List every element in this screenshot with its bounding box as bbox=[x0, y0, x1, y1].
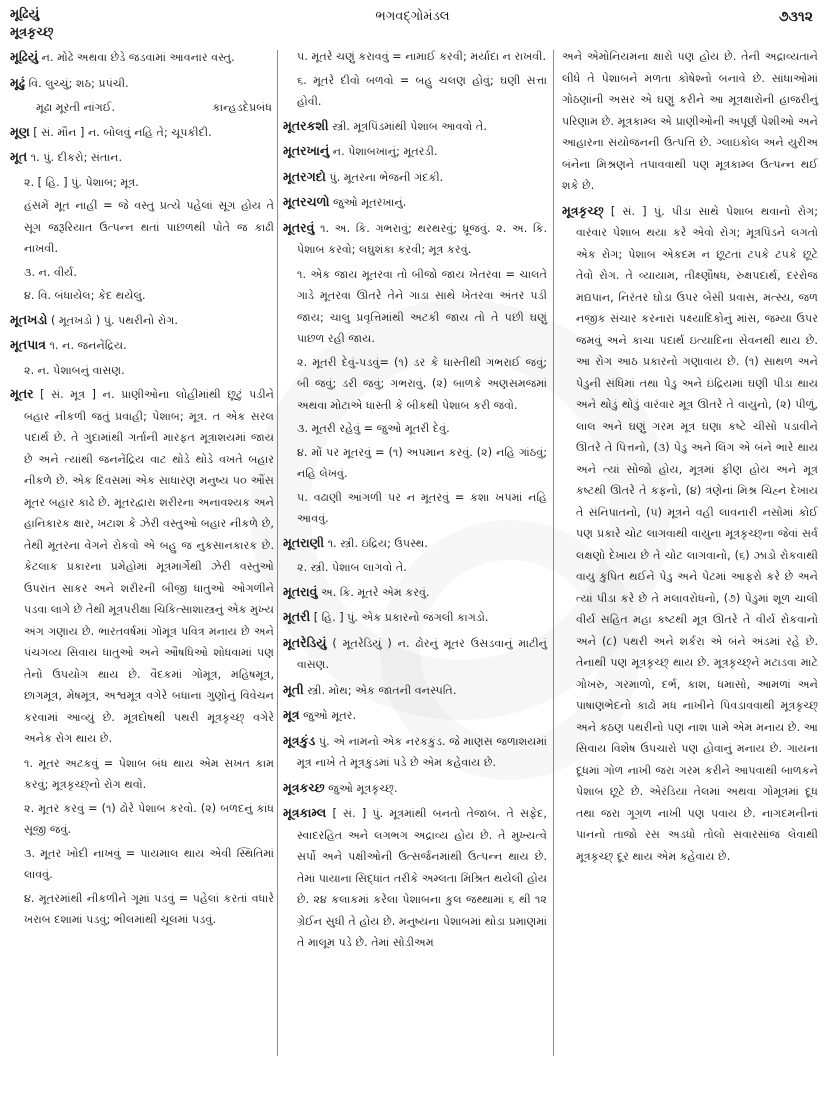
headword: મૂઢિયું bbox=[10, 49, 39, 64]
dictionary-entry bbox=[283, 802, 547, 954]
headword: મૂતરચળો bbox=[283, 194, 330, 209]
dictionary-entry bbox=[283, 679, 547, 702]
dictionary-entry bbox=[10, 46, 274, 69]
definition: અને એમોનિયમના ક્ષારો પણ હોય છે. તેની અદ્રાવ્યતાને લીધે તે પેશાબને મળતા કોષેશ્નો બનાવે છે. સાંધાઓમાં ગોઠણાંની અસર એ ઘણું કરીને આ મૂત્રક્ષારોની હાજરીનું પરિણામ છે. મૂત્રકામ્લ એ પ્રાણીઓની અપૂર્ણ પેશીઓ અને આહારના સંયોજનની ઉત્પત્તિ છે. ગ્લાઇકોલ અને યુરીઅ બંનેના મિશ્રણને તપાવવાથી પણ મૂત્રકામ્લ ઉત્પન્ન થઈ શકે છે. bbox=[562, 50, 818, 192]
definition: ૧. સ્ત્રી. ઇંદ્રિય; ઉપસ્થ. bbox=[327, 536, 428, 550]
usage-quote bbox=[10, 97, 274, 119]
headword: મૂતખડો bbox=[10, 311, 48, 327]
running-title: ભગવદ્ગોમંડલ bbox=[375, 9, 450, 24]
headword: મૂતરાણી bbox=[283, 534, 325, 550]
dictionary-entry bbox=[283, 777, 547, 800]
headword: મૂતરાવું bbox=[283, 583, 318, 599]
dictionary-entry bbox=[283, 730, 547, 774]
definition: [ સં. ] પું. મૂત્રમાંથી બનતો તેજાબ. તે સફેદ, સ્વાદરહિત અને લગભગ અદ્રાવ્ય હોય છે. તે મુખ્યત્વે સર્પો અને પક્ષીઓની ઉત્સર્જનમાંથી ઉત્પન્ન થાય છે. તેમાં પાયાના સિદ્ધાંત તરીકે અમ્લતા મિશ્રિત થયેલી હોય છે. ૨૪ કલાકમાં કરેલા પેશાબના કુલ જથ્થામાં ૬ થી ૧૨ ગ્રેઈન સુધી તે હોય છે. મનુષ્યના પેશાબમાં થોડા પ્રમાણમાં તે માલૂમ પડે છે. તેમાં સોડીઅમ bbox=[297, 807, 547, 949]
sub-sense: ૪. વિ. બંધાયેલ; કેદ થયેલું. bbox=[24, 289, 146, 302]
sub-sense: ૨. સ્ત્રી. પેશાબ લાગવો તે. bbox=[297, 561, 407, 574]
sub-sense: ૩. ન. વીર્ય. bbox=[24, 265, 77, 279]
sub-sense: ૧. મૂતર અટકવું = પેશાબ બંધ થાય એમ સખત કામ કરવું; મૂત્રકૃચ્છ્નો રોગ થવો. bbox=[24, 756, 274, 791]
headword: મૂતરખાનું bbox=[283, 143, 330, 158]
definition: [ સં. મૌન ] ન. બોલવું નહિ તે; ચૂપકીદી. bbox=[33, 125, 212, 139]
definition: ( મૂતખડો ) પું. પથરીનો રોગ. bbox=[50, 313, 178, 327]
dictionary-entry bbox=[562, 46, 818, 197]
dictionary-entry bbox=[10, 72, 274, 95]
dictionary-entry bbox=[562, 200, 818, 868]
headword: મૂત્રકુંડ bbox=[283, 732, 316, 748]
left-column bbox=[10, 46, 274, 1106]
page-number: ૭૩૧૨ bbox=[778, 9, 813, 25]
headword: મૂતરકશી bbox=[283, 117, 329, 133]
definition: [ સં. મૂત્ર ] ન. પ્રાણીઓના લોહીમાંથી છૂટું પડીને બહાર નીકળી જતું પ્રવાહી; પેશાબ; મૂત્ર. ત એક સરલ પદાર્થ છે. તે ગુદામાંથી ગર્તાની મારફત મૂત્રાશયમાં જાય છે અને ત્યાંથી જનનેંદ્રિય વાટ થોડે થોડે વખતે બહાર નીકળે છે. એક દિવસમાં એક સાધારણ મનુષ્ય ૫૦ ઔંસ મૂતર બહાર કાઢે છે. મૂતરદ્વારા શરીરના અનાવશ્યક અને હાનિકારક ક્ષાર, ખટાશ કે ઝેરી વસ્તુઓ બહાર નીકળે છે, તેથી મૂતરના વેગને રોકવો એ બહુ જ નુકસાનકારક છે. કેટલાક પ્રકારના પ્રમેહોમાં મૂત્રમાર્ગેથી ઝેરી વસ્તુઓ ઉપરાંત સાકર અને શરીરની બીજી ધાતુઓ ઓગળીને પડવા લાગે છે તેથી મૂત્રપરીક્ષા ચિકિત્સાશાસ્ત્રનું એક મુખ્ય અંગ ગણાય છે. ભારતવર્ષમાં ગોમૂત્ર પવિત્ર મનાય છે અને પંચગવ્ય સિવાય ધાતુઓ અને ઔષધિઓ શોધવામાં પણ તેનો ઉપયોગ થાય છે. વૈદકમાં ગોમૂત્ર, મહિષમૂત્ર, છાગમૂત્ર, મેષમૂત્ર, અશ્વમૂત્ર વગેરે બધાના ગુણોનું વિવેચન કરવામાં આવ્યું છે. મૂત્રદોષથી પથરી મૂત્રકૃચ્છ્ વગેરે અનેક રોગ થાય છે. bbox=[24, 388, 275, 745]
guide-word-last: મૂત્રકૃચ્છ્ bbox=[10, 25, 54, 40]
sub-sense: ૫. મૂતરે ચણું કરાવવું = નામાઈ કરવી; મર્યાદા ન રાખવી. bbox=[297, 50, 547, 63]
definition: સ્ત્રી. મોથ; એક જાતની વનસ્પતિ. bbox=[307, 683, 457, 697]
dictionary-entry bbox=[283, 532, 547, 555]
headword: મૂતરવું bbox=[283, 219, 315, 235]
definition: પું. મૂતરના ભેજની ગંદકી. bbox=[329, 170, 444, 184]
dictionary-entry bbox=[10, 121, 274, 144]
definition: જુઓ મૂતર. bbox=[303, 709, 357, 722]
headword: મૂતપાત્ર bbox=[10, 337, 46, 352]
headword: મૂતરગદો bbox=[283, 168, 326, 184]
middle-column bbox=[283, 46, 547, 1106]
sub-sense: ૩. મૂતર ખોદી નાખવું = પાયમાલ થાય એવી સ્થિતિમાં લાવવું. bbox=[24, 846, 274, 881]
definition: વિ. લુચ્ચું; શઠ; પ્રપંચી. bbox=[28, 76, 129, 90]
sub-sense: ૪. મોં પર મૂતરવું = (૧) અપમાન કરવું. (૨) નહિ ગાંઠવું; નહિ લેખવું. bbox=[297, 445, 547, 480]
dictionary-entry bbox=[283, 632, 547, 676]
sub-sense: ૨. [ હિ. ] પું. પેશાબ; મૂત્ર. bbox=[24, 175, 139, 189]
definition: ૧. અ. કિ. ગભરાવું; થરથરવું; ધ્રૂજવું. ૨. અ. કિ. પેશાબ કરવો; લઘુશંકા કરવી; મૂત્ર કરવું. bbox=[297, 221, 548, 256]
dictionary-entry bbox=[10, 146, 274, 169]
dictionary-entry bbox=[283, 217, 547, 261]
definition: [ હિ. ] પું. એક પ્રકારનો જંગલી કાગડો. bbox=[313, 611, 489, 624]
headword: મૂતરી bbox=[283, 609, 311, 624]
definition: ન. મોઢે અથવા છેડે જડવામાં આવનાર વસ્તુ. bbox=[41, 51, 235, 64]
definition: ન. પેશાબખાનું; મૂતરડી. bbox=[332, 145, 438, 158]
headword: મૂત્રકૃચ્છ્ bbox=[562, 202, 604, 218]
headword: મૂતરેડિયું bbox=[283, 634, 327, 650]
quote-text: મૂઢા મૂરતી નાંગઈ. bbox=[36, 101, 116, 114]
quote-source: કાન્હડદેપ્રબંધ bbox=[212, 101, 272, 114]
dictionary-entry bbox=[283, 191, 547, 214]
headword: મૂઢું bbox=[10, 74, 26, 90]
sub-sense: ૪. મૂતરમાંથી નીકળીને ગૂમાં પડવું = પહેલાં કરતાં વધારે ખરાબ દશામાં પડવું; ભીલમાંથી ચૂલમાં પડવું. bbox=[24, 891, 274, 926]
sub-sense: ૫. વઢાણી આંગળી પર ન મૂતરવું = કશા ખપમાં નહિ આવવું. bbox=[297, 490, 547, 525]
headword: મૂત્રકચ્છ bbox=[283, 779, 325, 795]
definition: ૧. ન. જનનેંદ્રિય. bbox=[49, 339, 127, 352]
sub-sense: હંસમેં મૂત નાહીં = જે વસ્તુ પ્રત્યે પહેલાં સૂગ હોય તે સૂગ જરૂરિયાત ઉત્પન્ન થતાં પાછળથી પોતે જ કાઢી નાખવી. bbox=[24, 199, 274, 255]
sub-sense: ૧. એક જાય મૂતરવા તો બીજો જાય ખેતરવા = ચાલતે ગાડે મૂતરવા ઊતરે તેને ગાડા સાથે ખેતરવા અંતર પડી જાય; ચાલુ પ્રવૃત્તિમાંથી અટકી જાય તો તે પછી ઘણું પાછળ રહી જાય. bbox=[297, 267, 547, 345]
headword: મૂતર bbox=[10, 386, 34, 401]
headword: મૂણ bbox=[10, 123, 30, 139]
guide-word-first: મૂઢિયું bbox=[10, 7, 40, 22]
definition: ( મૂતરેડિયું ) ન. ઢોરનું મૂતર ઉસડવાનું માટીનું વાસણ. bbox=[297, 636, 547, 671]
dictionary-entry bbox=[10, 383, 274, 750]
headword: મૂત્ર bbox=[283, 707, 300, 722]
headword: મૂત્રકામ્લ bbox=[283, 805, 327, 820]
definition: પું. એ નામનો એક નરકકુંડ. જે માણસ જળાશયમાં મૂત્ર નાખે તે મૂત્રકુંડમાં પડે છે એમ કહેવાય છે. bbox=[297, 734, 547, 769]
headword: મૂત bbox=[10, 149, 28, 164]
definition: અ. કિ. મૂતરે એમ કરવું. bbox=[321, 585, 430, 599]
sub-sense: ૬. મૂતરે દીવો બળવો = બહુ ચલણ હોવું; ઘણી સત્તા હોવી. bbox=[297, 73, 547, 108]
sub-sense: ૨. મૂતરી દેવું-પડવું= (૧) ડર કે ધાસ્તીથી ગભરાઈ જવું; બી જવું; ડરી જવું; ગભરાવું. (૨) બાળકે અણસમજમાં અથવા મોટાએ ધાસ્તી કે બીકથી પેશાબ કરી જવો. bbox=[297, 355, 547, 412]
dictionary-entry bbox=[283, 140, 547, 163]
dictionary-entry bbox=[283, 606, 547, 629]
definition: [ સં. ] પું. પીડા સાથે પેશાબ થવાનો રોગ; વારંવાર પેશાબ થયા કરે એવો રોગ; મૂત્રપિંડને લગતો એક રોગ; પેશાબ એકદમ ન છૂટતાં ટપકે ટપકે છૂટે તેવો રોગ. તે વ્યાયામ, તીક્ષ્ણૌષધ, રુક્ષપદાર્થ, દરરોજ મદ્યપાન, નિરંતર ઘોડા ઉપર બેસી પ્રવાસ, મત્સ્ય, જળ નજીક સંચાર કરનારાં પક્ષ્યાદિકોનું માંસ, જમ્યા ઉપર જમવું અને કાચા પદાર્થ ઇત્યાદિના સેવનથી થાય છે. આ રોગ આઠ પ્રકારનો ગણાવાય છે. (૧) સાથળ અને પેડુની સંધિમાં તથા પેડુ અને ઇંદ્રિયમાં ઘણી પીડા થાય અને થોડું થોડું વારંવાર મૂત્ર ઊતરે તે વાયુનો, (૨) પીળું, લાલ અને ઘણું ગરમ મૂત્ર ઘણા કષ્ટે ચીસો પડાવીને ઊતરે તે પિત્તનો, (૩) પેડુ અને લિંગ એ બંને ભારે થાય અને ત્યાં સોજો હોય, મૂત્રમાં ફીણ હોય અને મૂત્ર કષ્ટથી ઊતરે તે કફનો, (૪) ત્રણેનાં મિશ્ર ચિહ્ન દેખાય તે સંનિપાતનો, (૫) મૂત્રને વહી લાવનારી નસોમાં કોઈ પણ પ્રકારે ચોટ લાગવાથી વાયુના મૂત્રકૃચ્છ્ના જેવાં સર્વ લક્ષણો દેખાય છે તે ચોટ લાગવાનો, (૬) ઝાડો રોકવાથી વાયુ કુપિત થઈને પેડુ અને પેટમાં આફરો કરે છે અને ત્યાં પીડા કરે છે તે મલાવરોધનો, (૭) પેડુમાં શૂળ ચાલી વીર્ય સહિત મહા કષ્ટથી મૂત્ર ઊતરે તે વીર્ય રોકવાનો અને (૮) પથરી અને શર્કરા એ બંને અંડમાં રહે છે. તેનાથી પણ મૂત્રકૃચ્છ્ થાય છે. મૂત્રકૃચ્છ્ને મટાડવા માટે ગોખરુ, ગરમાળો, દર્ભ, કાશ, ધમાસો, આમળાં અને પાષાણભેદનો કાઢો મધ નાખીને પિવડાવવાથી મૂત્રકૃચ્છ્ અને કઠણ પથરીનો પણ નાશ પામે એમ મનાય છે. આ સિવાય વિશેષ ઉપચારો પણ હોવાનું મનાય છે. ગાયના દૂધમાં ગોળ નાખી જરા ગરમ કરીને આપવાથી બાળકને પેશાબ છૂટે છે. એરંડિયા તેલમાં અથવા ગોમૂત્રમાં દૂધ તથા જરા ગૂગળ નાખી પણ પવાય છે. નાગદમનીનાં પાનનો તાજો રસ અડધો તોલો સવારસાંજ લેવાથી મૂત્રકૃચ્છ્ દૂર થાય એમ કહેવાય છે. bbox=[576, 204, 818, 863]
definition: જુઓ મૂતરખાનું. bbox=[333, 196, 407, 209]
dictionary-entry bbox=[283, 704, 547, 727]
dictionary-entry bbox=[283, 115, 547, 138]
definition: સ્ત્રી. મૂત્રપિંડમાંથી પેશાબ આવવો તે. bbox=[332, 119, 487, 133]
definition: ૧. પું. દીકરો; સંતાન. bbox=[30, 151, 123, 164]
sub-sense: ૨. મૂતર કરવું = (૧) ઢોરે પેશાબ કરવો. (૨) બળદનું કાંધ સૂજી જવું. bbox=[24, 801, 274, 836]
headword: મૂતી bbox=[283, 681, 304, 697]
dictionary-columns bbox=[0, 46, 825, 1106]
definition: જુઓ મૂત્રકૃચ્છ્. bbox=[328, 781, 398, 795]
sub-sense: ૨. ન. પેશાબનું વાસણ. bbox=[24, 363, 125, 377]
dictionary-entry bbox=[10, 309, 274, 332]
right-column bbox=[562, 46, 818, 1106]
dictionary-entry bbox=[283, 581, 547, 604]
dictionary-entry bbox=[283, 166, 547, 189]
sub-sense: ૩. મૂતરી રહેવું = જુઓ મૂતરી દેવું. bbox=[297, 422, 450, 435]
page-header bbox=[0, 0, 825, 48]
dictionary-entry bbox=[10, 334, 274, 357]
